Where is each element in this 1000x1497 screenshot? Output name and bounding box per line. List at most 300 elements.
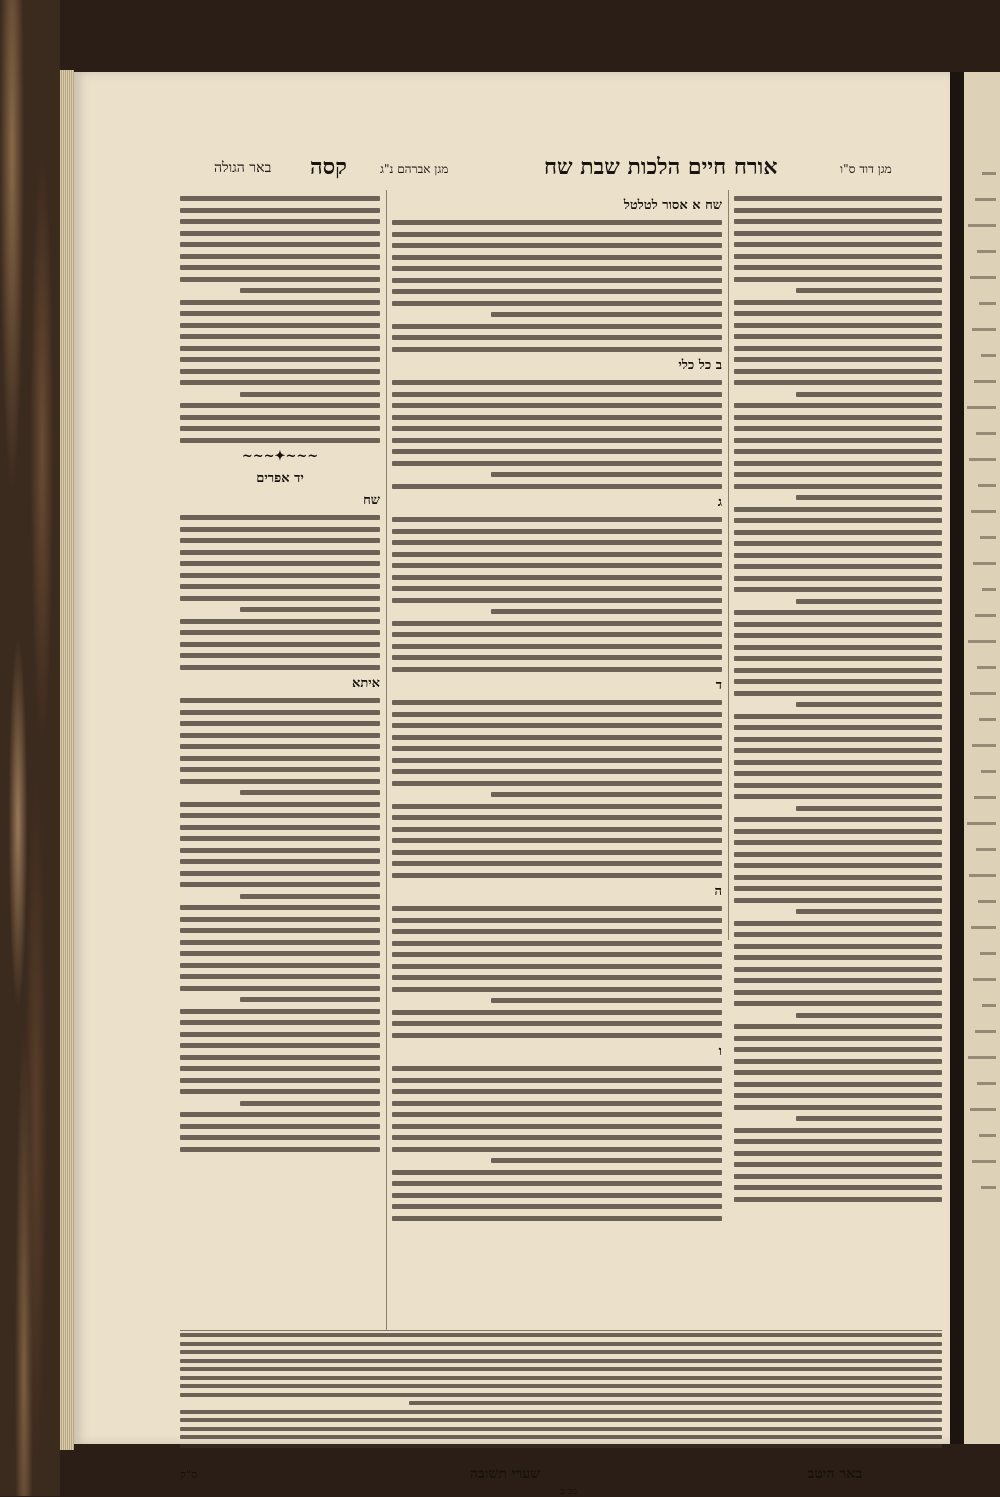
text-line (734, 265, 942, 270)
text-line (392, 815, 722, 820)
text-line (180, 905, 380, 910)
text-line (796, 288, 942, 293)
text-line (180, 334, 380, 339)
text-line (974, 380, 996, 383)
text-line (796, 495, 942, 500)
text-line (972, 744, 996, 747)
text-line (970, 1108, 996, 1111)
text-line (180, 710, 380, 715)
text-line (392, 769, 722, 774)
text-line (796, 1013, 942, 1018)
text-line (734, 1082, 942, 1087)
text-line (977, 250, 996, 253)
text-line (734, 530, 942, 535)
text-line (796, 806, 942, 811)
text-line (392, 941, 722, 946)
text-line (734, 208, 942, 213)
header-right-reference: מגן דוד ס"ו (840, 162, 892, 176)
text-line (734, 403, 942, 408)
text-line (180, 642, 380, 647)
text-line (734, 852, 942, 857)
text-line (180, 403, 380, 408)
text-line (734, 863, 942, 868)
siman-number: שח (705, 198, 722, 213)
text-line (180, 928, 380, 933)
text-line (392, 1066, 722, 1071)
text-line (180, 311, 380, 316)
text-line (734, 426, 942, 431)
header-left-label: באר הגולה (214, 160, 272, 176)
text-line (734, 380, 942, 385)
text-line (975, 198, 996, 201)
text-line (980, 536, 996, 539)
running-header (74, 150, 950, 186)
text-line (734, 541, 942, 546)
text-line (392, 1135, 722, 1140)
text-line (734, 438, 942, 443)
text-line (180, 802, 380, 807)
text-line (180, 848, 380, 853)
text-line (734, 1001, 942, 1006)
bottom-commentary (180, 1488, 942, 1496)
siman-heading (392, 198, 722, 214)
text-line (392, 873, 722, 878)
text-line (392, 804, 722, 809)
text-line (392, 1181, 722, 1186)
text-line (392, 598, 722, 603)
text-line (392, 746, 722, 751)
text-line (180, 1418, 942, 1422)
text-line (734, 1047, 942, 1052)
text-line (180, 1350, 942, 1354)
text-line (392, 1021, 722, 1026)
text-line (180, 963, 380, 968)
text-line (734, 932, 942, 937)
text-line (392, 952, 722, 957)
main-text-block (392, 906, 722, 1038)
text-line (796, 1116, 942, 1121)
lower-commentary (180, 1333, 942, 1458)
text-line (180, 538, 380, 543)
text-line (734, 668, 942, 673)
text-line (392, 735, 722, 740)
header-left-reference: מגן אברהם נ"ג (380, 162, 449, 176)
text-line (392, 1204, 722, 1209)
text-line (972, 1160, 996, 1163)
text-line (392, 1124, 722, 1129)
text-line (734, 691, 942, 696)
text-line (734, 783, 942, 788)
text-line (975, 614, 996, 617)
text-line (392, 301, 722, 306)
text-line (392, 392, 722, 397)
text-line (180, 1112, 380, 1117)
text-line (796, 909, 942, 914)
text-line (392, 827, 722, 832)
text-line (180, 265, 380, 270)
text-line (180, 1124, 380, 1129)
text-line (975, 1030, 996, 1033)
text-line (734, 1070, 942, 1075)
text-line (180, 219, 380, 224)
text-line (392, 484, 722, 489)
text-line (180, 584, 380, 589)
text-line (392, 529, 722, 534)
text-line (734, 484, 942, 489)
text-line (979, 302, 996, 305)
text-line (969, 874, 996, 877)
yad-efraim-heading: יד אפרים (256, 471, 304, 486)
text-line (734, 771, 942, 776)
text-line (180, 550, 380, 555)
seif-h-heading: ה (714, 884, 722, 899)
text-line (734, 576, 942, 581)
text-line (180, 951, 380, 956)
text-line (392, 918, 722, 923)
bottom-headings (180, 1466, 942, 1486)
text-line (180, 1043, 380, 1048)
text-line (180, 323, 380, 328)
text-line (982, 588, 996, 591)
text-line (734, 1128, 942, 1133)
text-line (180, 1135, 380, 1140)
text-line (734, 944, 942, 949)
text-line (180, 346, 380, 351)
text-line (981, 770, 996, 773)
text-line (734, 760, 942, 765)
text-line (734, 875, 942, 880)
text-line (240, 607, 380, 612)
text-line (982, 1004, 996, 1007)
main-text-block (392, 380, 722, 489)
text-line (734, 921, 942, 926)
text-line (734, 737, 942, 742)
text-line (180, 756, 380, 761)
text-line (734, 978, 942, 983)
text-line (734, 829, 942, 834)
text-line (180, 1427, 942, 1431)
text-line (734, 1036, 942, 1041)
text-line (180, 380, 380, 385)
main-text-block (392, 1066, 722, 1221)
main-text-block (392, 517, 722, 672)
text-line (180, 1147, 380, 1152)
text-line (734, 622, 942, 627)
text-line (734, 553, 942, 558)
text-line (180, 1342, 942, 1346)
text-line (970, 692, 996, 695)
seif-d-heading: ד (715, 678, 722, 693)
page-edges (60, 70, 74, 1450)
text-line (240, 790, 380, 795)
text-line (392, 335, 722, 340)
text-line (734, 748, 942, 753)
text-line (180, 665, 380, 670)
text-line (392, 232, 722, 237)
text-line (392, 243, 722, 248)
text-line (180, 1078, 380, 1083)
divider-ornament: ~~~✦~~~ (241, 449, 319, 464)
text-line (392, 1112, 722, 1117)
text-line (180, 1359, 942, 1363)
text-line (734, 311, 942, 316)
text-line (180, 438, 380, 443)
text-line (240, 997, 380, 1002)
text-line (392, 644, 722, 649)
text-line (976, 432, 996, 435)
sk-mark: ס"ק (180, 1468, 198, 1481)
itah-heading: איתא (351, 676, 380, 691)
text-line (180, 1393, 942, 1397)
facing-page-edge (964, 72, 1000, 1444)
text-line (180, 426, 380, 431)
text-line (392, 563, 722, 568)
text-line (734, 967, 942, 972)
text-line (392, 632, 722, 637)
text-line (734, 357, 942, 362)
text-line (240, 392, 380, 397)
text-line (392, 552, 722, 557)
text-line (392, 975, 722, 980)
text-line (180, 596, 380, 601)
text-line (392, 723, 722, 728)
text-line (734, 1024, 942, 1029)
text-line (180, 1020, 380, 1025)
text-line (796, 599, 942, 604)
text-line (180, 744, 380, 749)
text-line (734, 840, 942, 845)
text-line (180, 779, 380, 784)
book-gutter (950, 72, 964, 1444)
text-line (734, 898, 942, 903)
text-line (968, 224, 996, 227)
text-line (734, 196, 942, 201)
text-line (180, 415, 380, 420)
text-line (392, 1033, 722, 1038)
text-line (180, 974, 380, 979)
text-line (392, 621, 722, 626)
text-line (392, 667, 722, 672)
text-line (180, 1009, 380, 1014)
text-line (734, 231, 942, 236)
text-line (973, 562, 996, 565)
text-line (981, 1186, 996, 1189)
text-line (392, 426, 722, 431)
text-line (796, 702, 942, 707)
text-line (734, 1105, 942, 1110)
text-line (180, 917, 380, 922)
text-line (980, 952, 996, 955)
text-line (968, 1056, 996, 1059)
text-line (734, 254, 942, 259)
magen-avraham-column (180, 196, 380, 1326)
text-line (967, 406, 996, 409)
text-line (392, 586, 722, 591)
text-line (392, 1089, 722, 1094)
text-line (392, 220, 722, 225)
text-line (734, 656, 942, 661)
text-line (392, 278, 722, 283)
siman-opening: א אסור לטלטל (623, 198, 701, 213)
text-line (180, 196, 380, 201)
text-line (970, 276, 996, 279)
text-line (180, 619, 380, 624)
text-line (734, 1162, 942, 1167)
text-line (180, 630, 380, 635)
text-line (972, 328, 996, 331)
text-line (392, 655, 722, 660)
text-line (734, 714, 942, 719)
text-line (734, 300, 942, 305)
text-line (734, 219, 942, 224)
text-line (734, 415, 942, 420)
shaarei-teshuva-heading: שערי תשובה (470, 1466, 541, 1482)
text-line (392, 517, 722, 522)
text-line (971, 510, 996, 513)
text-line (392, 575, 722, 580)
text-line (180, 721, 380, 726)
text-line (967, 822, 996, 825)
main-text-block (392, 700, 722, 878)
text-line (734, 507, 942, 512)
text-line (392, 700, 722, 705)
commentary-block (180, 698, 380, 1152)
text-line (392, 850, 722, 855)
text-line (392, 1010, 722, 1015)
text-line (180, 1384, 942, 1388)
text-line (734, 990, 942, 995)
text-line (734, 794, 942, 799)
text-line (392, 380, 722, 385)
text-line (180, 767, 380, 772)
text-line (180, 871, 380, 876)
text-line (180, 1333, 942, 1337)
text-line (734, 1185, 942, 1190)
folio-signature: מב ב (560, 1487, 577, 1497)
text-line (734, 679, 942, 684)
text-line (392, 266, 722, 271)
text-line (180, 1032, 380, 1037)
text-line (240, 288, 380, 293)
header-folio-number: קסה (310, 154, 347, 180)
text-line (180, 1444, 942, 1448)
text-line (180, 1066, 380, 1071)
text-line (734, 518, 942, 523)
text-line (491, 609, 722, 614)
text-line (180, 859, 380, 864)
column-rule (386, 190, 387, 1330)
text-line (968, 640, 996, 643)
text-line (734, 725, 942, 730)
commentary-block (180, 196, 380, 443)
text-line (981, 354, 996, 357)
text-line (392, 906, 722, 911)
text-line (973, 978, 996, 981)
text-line (180, 242, 380, 247)
marbled-book-cover (0, 0, 60, 1496)
text-line (796, 392, 942, 397)
text-line (974, 796, 996, 799)
text-line (180, 813, 380, 818)
text-line (180, 231, 380, 236)
column-rule (728, 190, 729, 940)
text-line (734, 461, 942, 466)
text-line (734, 1059, 942, 1064)
text-line (977, 1082, 996, 1085)
text-line (734, 323, 942, 328)
text-line (978, 900, 996, 903)
text-line (734, 955, 942, 960)
text-line (734, 334, 942, 339)
text-line (392, 255, 722, 260)
text-line (392, 1101, 722, 1106)
text-line (734, 564, 942, 569)
text-line (180, 825, 380, 830)
text-line (734, 277, 942, 282)
text-line (734, 472, 942, 477)
seif-b-heading: ב כל כלי (678, 358, 722, 373)
text-line (734, 449, 942, 454)
text-line (734, 1197, 942, 1202)
text-line (392, 964, 722, 969)
text-line (180, 1055, 380, 1060)
text-line (734, 886, 942, 891)
text-line (734, 1151, 942, 1156)
text-line (180, 1089, 380, 1094)
text-line (392, 987, 722, 992)
text-line (392, 403, 722, 408)
text-line (734, 346, 942, 351)
text-line (734, 1093, 942, 1098)
text-line (180, 300, 380, 305)
text-line (392, 324, 722, 329)
text-line (491, 998, 722, 1003)
text-line (734, 610, 942, 615)
text-line (180, 277, 380, 282)
text-line (180, 733, 380, 738)
text-line (180, 254, 380, 259)
text-line (392, 861, 722, 866)
text-line (976, 848, 996, 851)
text-line (969, 458, 996, 461)
text-line (180, 369, 380, 374)
text-line (734, 1174, 942, 1179)
text-line (180, 515, 380, 520)
main-text-block (392, 220, 722, 352)
text-line (979, 718, 996, 721)
text-line (491, 1158, 722, 1163)
main-text-column (392, 196, 722, 1326)
text-line (392, 540, 722, 545)
text-line (180, 986, 380, 991)
text-line (180, 940, 380, 945)
text-line (180, 1435, 942, 1439)
text-line (392, 1078, 722, 1083)
text-line (392, 289, 722, 294)
text-line (971, 926, 996, 929)
text-line (392, 415, 722, 420)
text-line (392, 1170, 722, 1175)
header-title: אורח חיים הלכות שבת שח (544, 154, 778, 180)
text-line (392, 347, 722, 352)
text-line (392, 929, 722, 934)
text-line (392, 838, 722, 843)
text-line (734, 1139, 942, 1144)
text-line (180, 836, 380, 841)
text-line (734, 645, 942, 650)
text-line (180, 208, 380, 213)
text-line (734, 369, 942, 374)
